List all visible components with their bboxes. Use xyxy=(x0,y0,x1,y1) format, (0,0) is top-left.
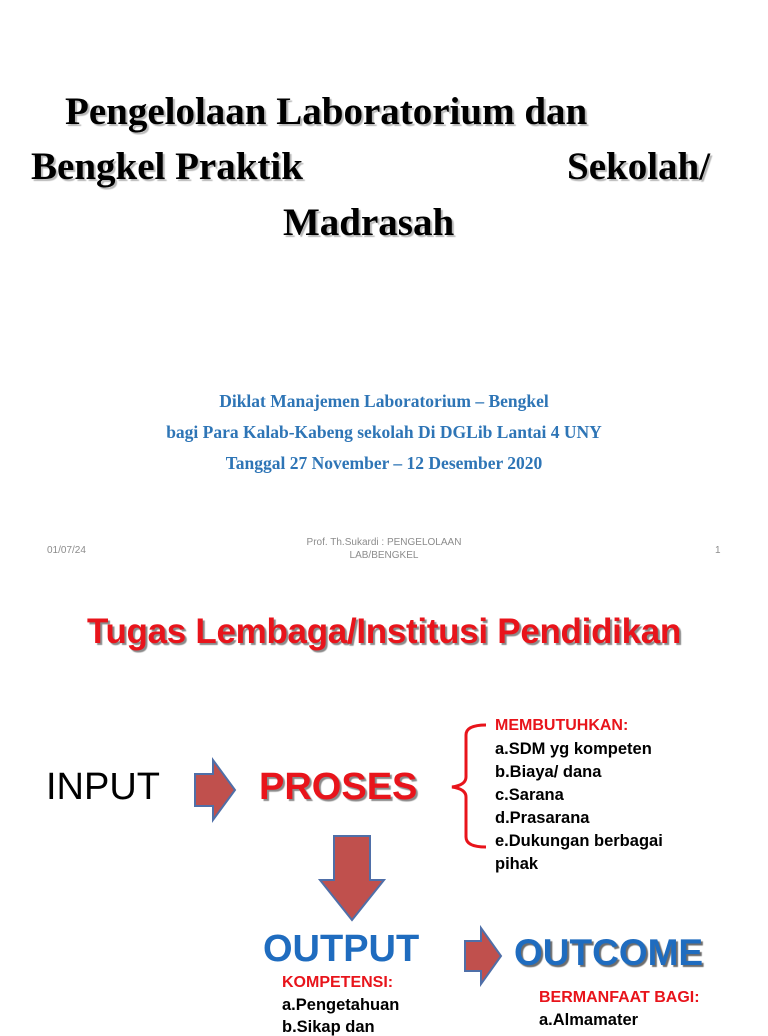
content-slide xyxy=(0,576,768,1036)
subtitle-line-1: Diklat Manajemen Laboratorium – Bengkel xyxy=(219,391,549,411)
title-line-3: Sekolah/ xyxy=(567,145,711,188)
footer-author-line-2: LAB/BENGKEL xyxy=(349,550,419,561)
footer-page-number: 1 xyxy=(715,545,721,556)
slide-title: Tugas Lembaga/Institusi Pendidikan xyxy=(87,612,681,651)
membutuhkan-item: pihak xyxy=(495,855,539,873)
bermanfaat-item: a.Almamater xyxy=(539,1011,639,1029)
membutuhkan-label: MEMBUTUHKAN: xyxy=(495,717,629,734)
title-line-4: Madrasah xyxy=(283,201,455,244)
membutuhkan-item: a.SDM yg kompeten xyxy=(495,740,652,758)
curly-brace-icon xyxy=(448,723,488,849)
subtitle-line-2: bagi Para Kalab-Kabeng sekolah Di DGLib Lantai 4 UNY xyxy=(166,422,602,442)
membutuhkan-item: b.Biaya/ dana xyxy=(495,763,602,781)
proses-label: PROSES xyxy=(259,766,418,808)
membutuhkan-item: e.Dukungan berbagai xyxy=(495,832,663,850)
arrow-down-icon xyxy=(318,834,386,922)
arrow-right-icon xyxy=(463,926,503,986)
subtitle-line-3: Tanggal 27 November – 12 Desember 2020 xyxy=(225,453,543,473)
footer-date: 01/07/24 xyxy=(47,545,86,556)
membutuhkan-item: c.Sarana xyxy=(495,786,564,804)
bermanfaat-label: BERMANFAAT BAGI: xyxy=(539,989,700,1006)
footer-author-line-1: Prof. Th.Sukardi : PENGELOLAAN xyxy=(306,537,462,548)
output-label: OUTPUT xyxy=(263,928,420,970)
title-line-1: Pengelolaan Laboratorium dan xyxy=(65,90,588,133)
title-line-2: Bengkel Praktik xyxy=(31,145,303,188)
input-label: INPUT xyxy=(46,766,160,808)
kompetensi-item: b.Sikap dan xyxy=(282,1018,375,1036)
arrow-right-icon xyxy=(193,758,237,822)
membutuhkan-item: d.Prasarana xyxy=(495,809,590,827)
kompetensi-label: KOMPETENSI: xyxy=(282,974,394,991)
footer-author xyxy=(234,536,534,562)
outcome-label: OUTCOME xyxy=(514,932,704,973)
kompetensi-item: a.Pengetahuan xyxy=(282,996,400,1014)
